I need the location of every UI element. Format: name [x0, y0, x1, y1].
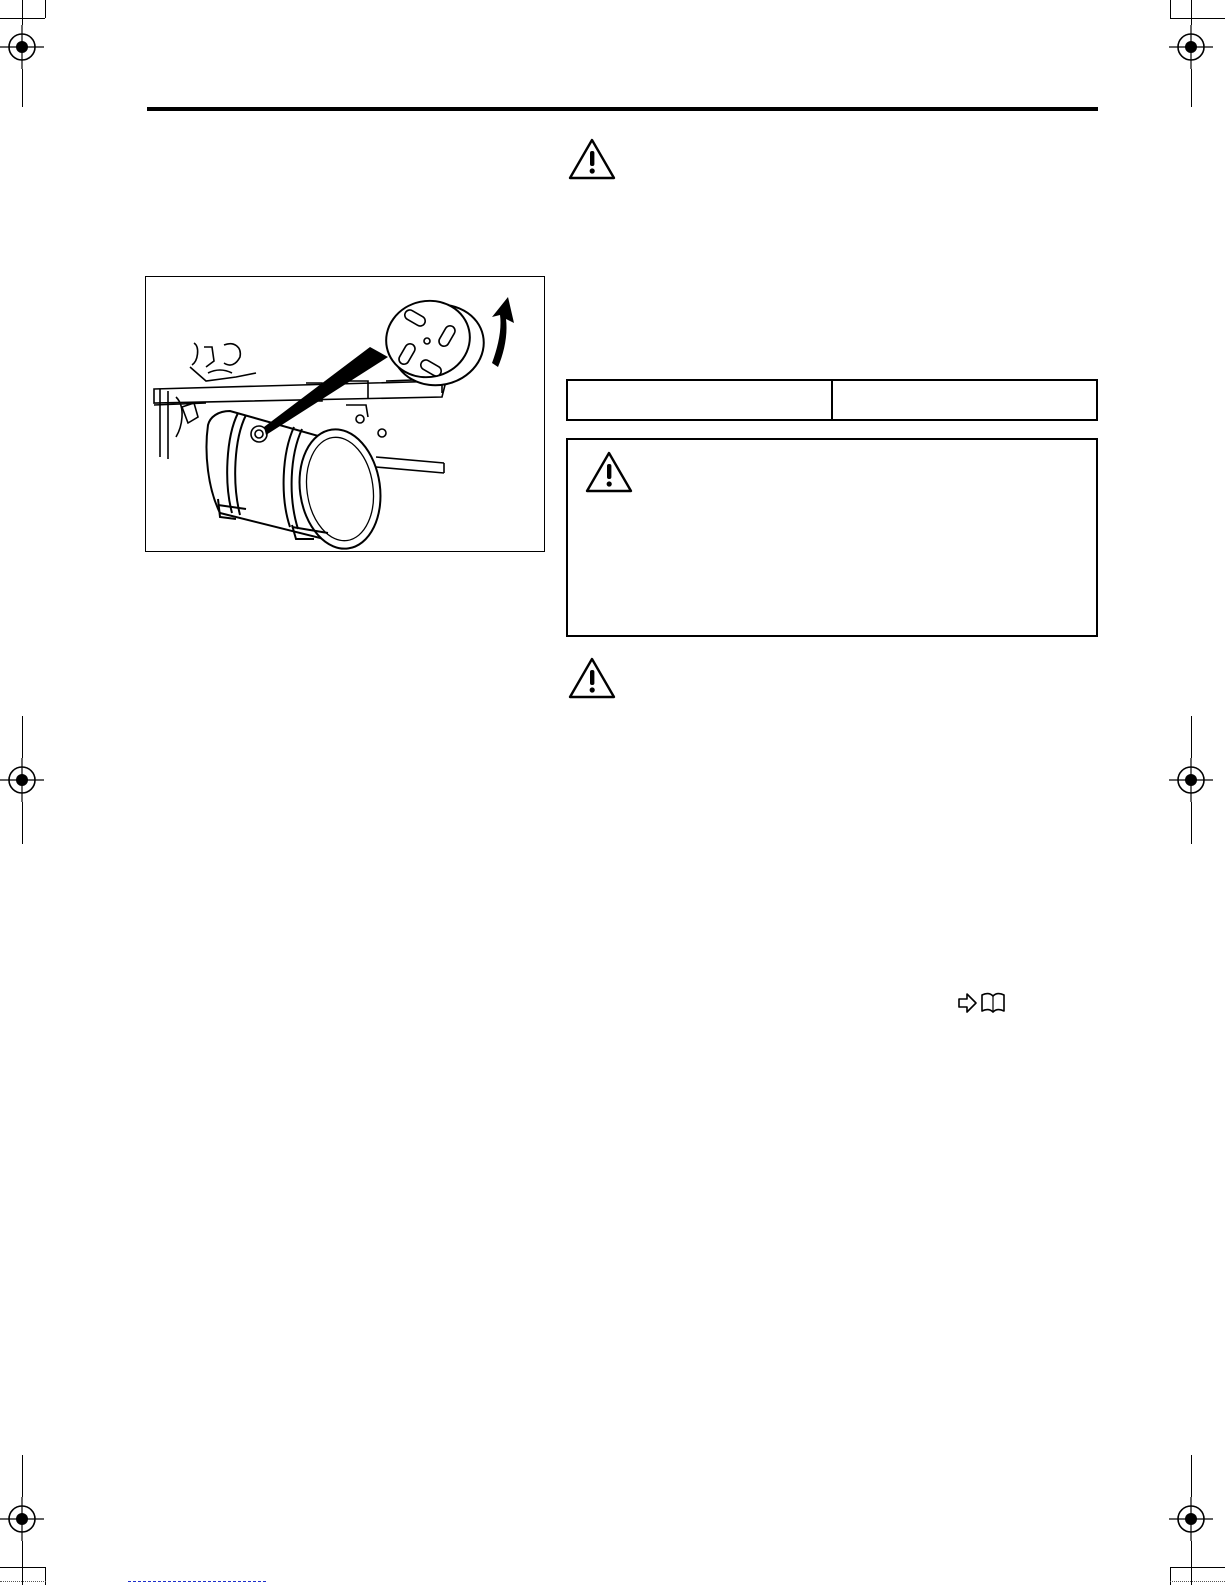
page-reference[interactable]: [958, 991, 1010, 1015]
trim-line: [22, 1455, 23, 1497]
footer-dotted-line: [0, 1581, 46, 1583]
registration-mark-icon: [1169, 758, 1213, 802]
warning-triangle-icon: [585, 450, 633, 494]
trim-line: [1191, 1541, 1192, 1585]
spec-table-cell: [568, 381, 831, 419]
warning-triangle-icon: [568, 656, 616, 700]
caution-box: [566, 438, 1098, 637]
footer-dotted-line: [1170, 1581, 1225, 1583]
rotate-arrow-icon: [492, 297, 514, 367]
footer-link-underline: [128, 1581, 266, 1583]
registration-mark-icon: [1169, 25, 1213, 69]
trim-line: [1191, 69, 1192, 107]
trim-line: [22, 802, 23, 844]
trim-line: [1191, 1455, 1192, 1497]
crop-mark-top-right-v: [1170, 0, 1171, 18]
trim-line: [22, 1541, 23, 1585]
warning-triangle-icon: [568, 137, 616, 181]
spec-table: [566, 379, 1098, 421]
trim-line: [22, 716, 23, 758]
header-rule: [147, 107, 1098, 111]
fuel-tank-illustration: [146, 277, 545, 552]
crop-mark-top-left-v: [45, 0, 46, 18]
registration-mark-icon: [0, 25, 44, 69]
crop-mark-top-right-h: [1170, 18, 1225, 19]
trim-line: [1191, 0, 1192, 25]
spec-table-cell: [831, 381, 1096, 419]
arrow-book-icon: [958, 991, 1008, 1015]
trim-line: [22, 69, 23, 107]
fuel-tank-figure: [145, 276, 545, 552]
registration-mark-icon: [1169, 1497, 1213, 1541]
registration-mark-icon: [0, 1497, 44, 1541]
trim-line: [1191, 716, 1192, 758]
trim-line: [22, 0, 23, 25]
registration-mark-icon: [0, 758, 44, 802]
trim-line: [1191, 802, 1192, 844]
crop-mark-bottom-right-h: [1170, 1567, 1225, 1568]
